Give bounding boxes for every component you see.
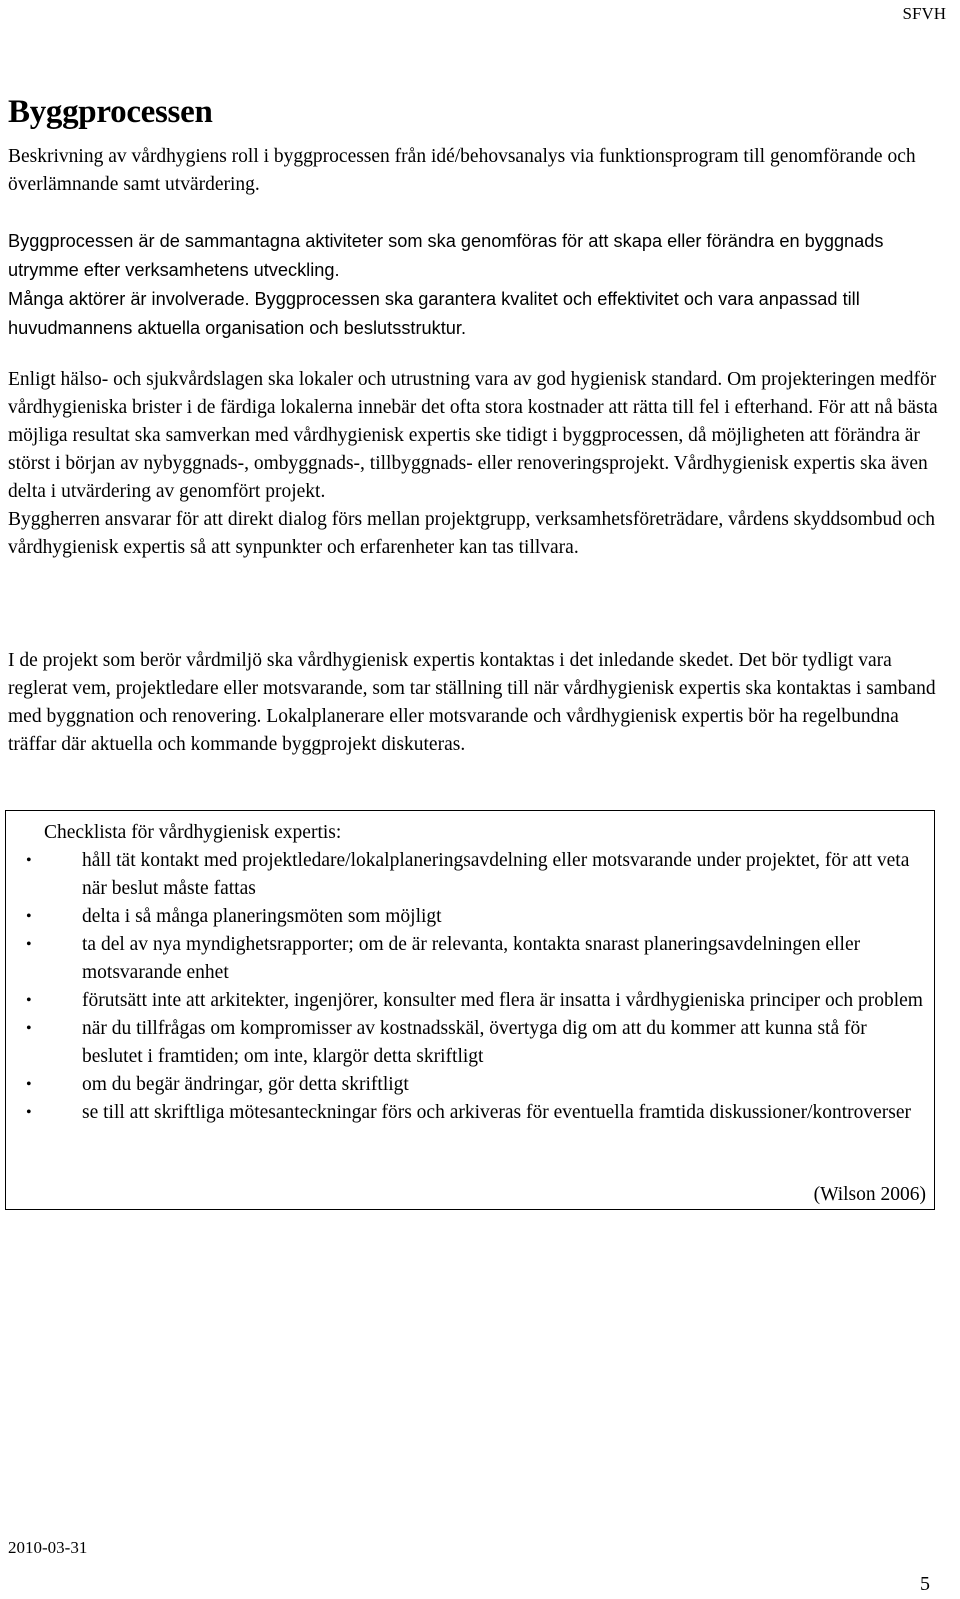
- checklist-item: • ta del av nya myndighetsrapporter; om de är relevanta, kontakta snarast planeringsavdelningen eller motsvarande enhet: [26, 931, 926, 987]
- definition-block: [8, 227, 943, 343]
- checklist-item: • håll tät kontakt med projektledare/lokalplaneringsavdelning eller motsvarande under projektet, för att veta när beslut måste fattas: [26, 847, 926, 903]
- checklist-item: • om du begär ändringar, gör detta skriftligt: [26, 1071, 926, 1099]
- definition-sentence-2: Många aktörer är involverade.: [8, 289, 250, 309]
- checklist-item: • förutsätt inte att arkitekter, ingenjörer, konsulter med flera är insatta i vårdhygieniska principer och problem: [26, 987, 926, 1015]
- intro-paragraph: Beskrivning av vårdhygiens roll i byggprocessen från idé/behovsanalys via funktionsprogram till genomförande och överlämnande samt utvärdering.: [8, 146, 916, 195]
- page-number: 5: [920, 1573, 930, 1595]
- page-title: Byggprocessen: [8, 94, 213, 130]
- citation: (Wilson 2006): [813, 1184, 926, 1205]
- builder-paragraph: Byggherren ansvarar för att direkt dialog förs mellan projektgrupp, verksamhetsföreträdare, vårdens skyddsombud och vårdhygienisk expertis så att synpunkter och erfarenheter kan tas tillvara.: [8, 509, 936, 558]
- bullet-icon: •: [26, 936, 32, 953]
- definition-sentence-3: Byggprocessen ska garantera kvalitet och effektivitet och vara anpassad till huvudmannens aktuella organisation och beslutsstruktur.: [8, 289, 860, 338]
- definition-sentence-1: Byggprocessen är de sammantagna aktiviteter som ska genomföras för att skapa eller förändra en byggnads utrymme efter verksamhetens utveckling.: [8, 231, 884, 280]
- law-block: [8, 366, 943, 562]
- bullet-icon: •: [26, 852, 32, 869]
- checklist-item: • när du tillfrågas om kompromisser av kostnadsskäl, övertyga dig om att du kommer att kunna stå för beslutet i framtiden; om inte, klargör detta skriftligt: [26, 1015, 926, 1071]
- checklist-list: [26, 847, 926, 1127]
- bullet-icon: •: [26, 908, 32, 925]
- bullet-icon: •: [26, 1104, 32, 1121]
- checklist-title: Checklista för vårdhygienisk expertis:: [44, 822, 342, 843]
- bullet-icon: •: [26, 992, 32, 1009]
- checklist-item: • se till att skriftliga mötesanteckningar förs och arkiveras för eventuella framtida diskussioner/kontroverser: [26, 1099, 926, 1127]
- checklist-item: • delta i så många planeringsmöten som möjligt: [26, 903, 926, 931]
- law-paragraph: Enligt hälso- och sjukvårdslagen ska lokaler och utrustning vara av god hygienisk standard. Om projekteringen medför vårdhygieniska brister i de färdiga lokalerna innebär det ofta stora kostnader att rätta till fel i efterhand. För att nå bästa möjliga resultat ska samverkan med vårdhygienisk expertis ske tidigt i byggprocessen, då möjligheten att förändra är störst i början av nybyggnads-, ombyggnads-, tillbyggnads- eller renoveringsprojekt. Vårdhygienisk expertis ska även delta i utvärdering av genomfört projekt.: [8, 369, 938, 502]
- bullet-icon: •: [26, 1020, 32, 1037]
- footer-date: 2010-03-31: [8, 1538, 88, 1557]
- checklist-box: [5, 810, 935, 1210]
- bullet-icon: •: [26, 1076, 32, 1093]
- contact-paragraph: I de projekt som berör vårdmiljö ska vårdhygienisk expertis kontaktas i det inledande skedet. Det bör tydligt vara reglerat vem, projektledare eller motsvarande, som tar ställning till när vårdhygienisk expertis ska kontaktas i samband med byggnation och renovering. Lokalplanerare eller motsvarande och vårdhygienisk expertis bör ha regelbundna träffar där aktuella och kommande byggprojekt diskuteras.: [8, 650, 936, 755]
- header-organization: SFVH: [902, 4, 946, 23]
